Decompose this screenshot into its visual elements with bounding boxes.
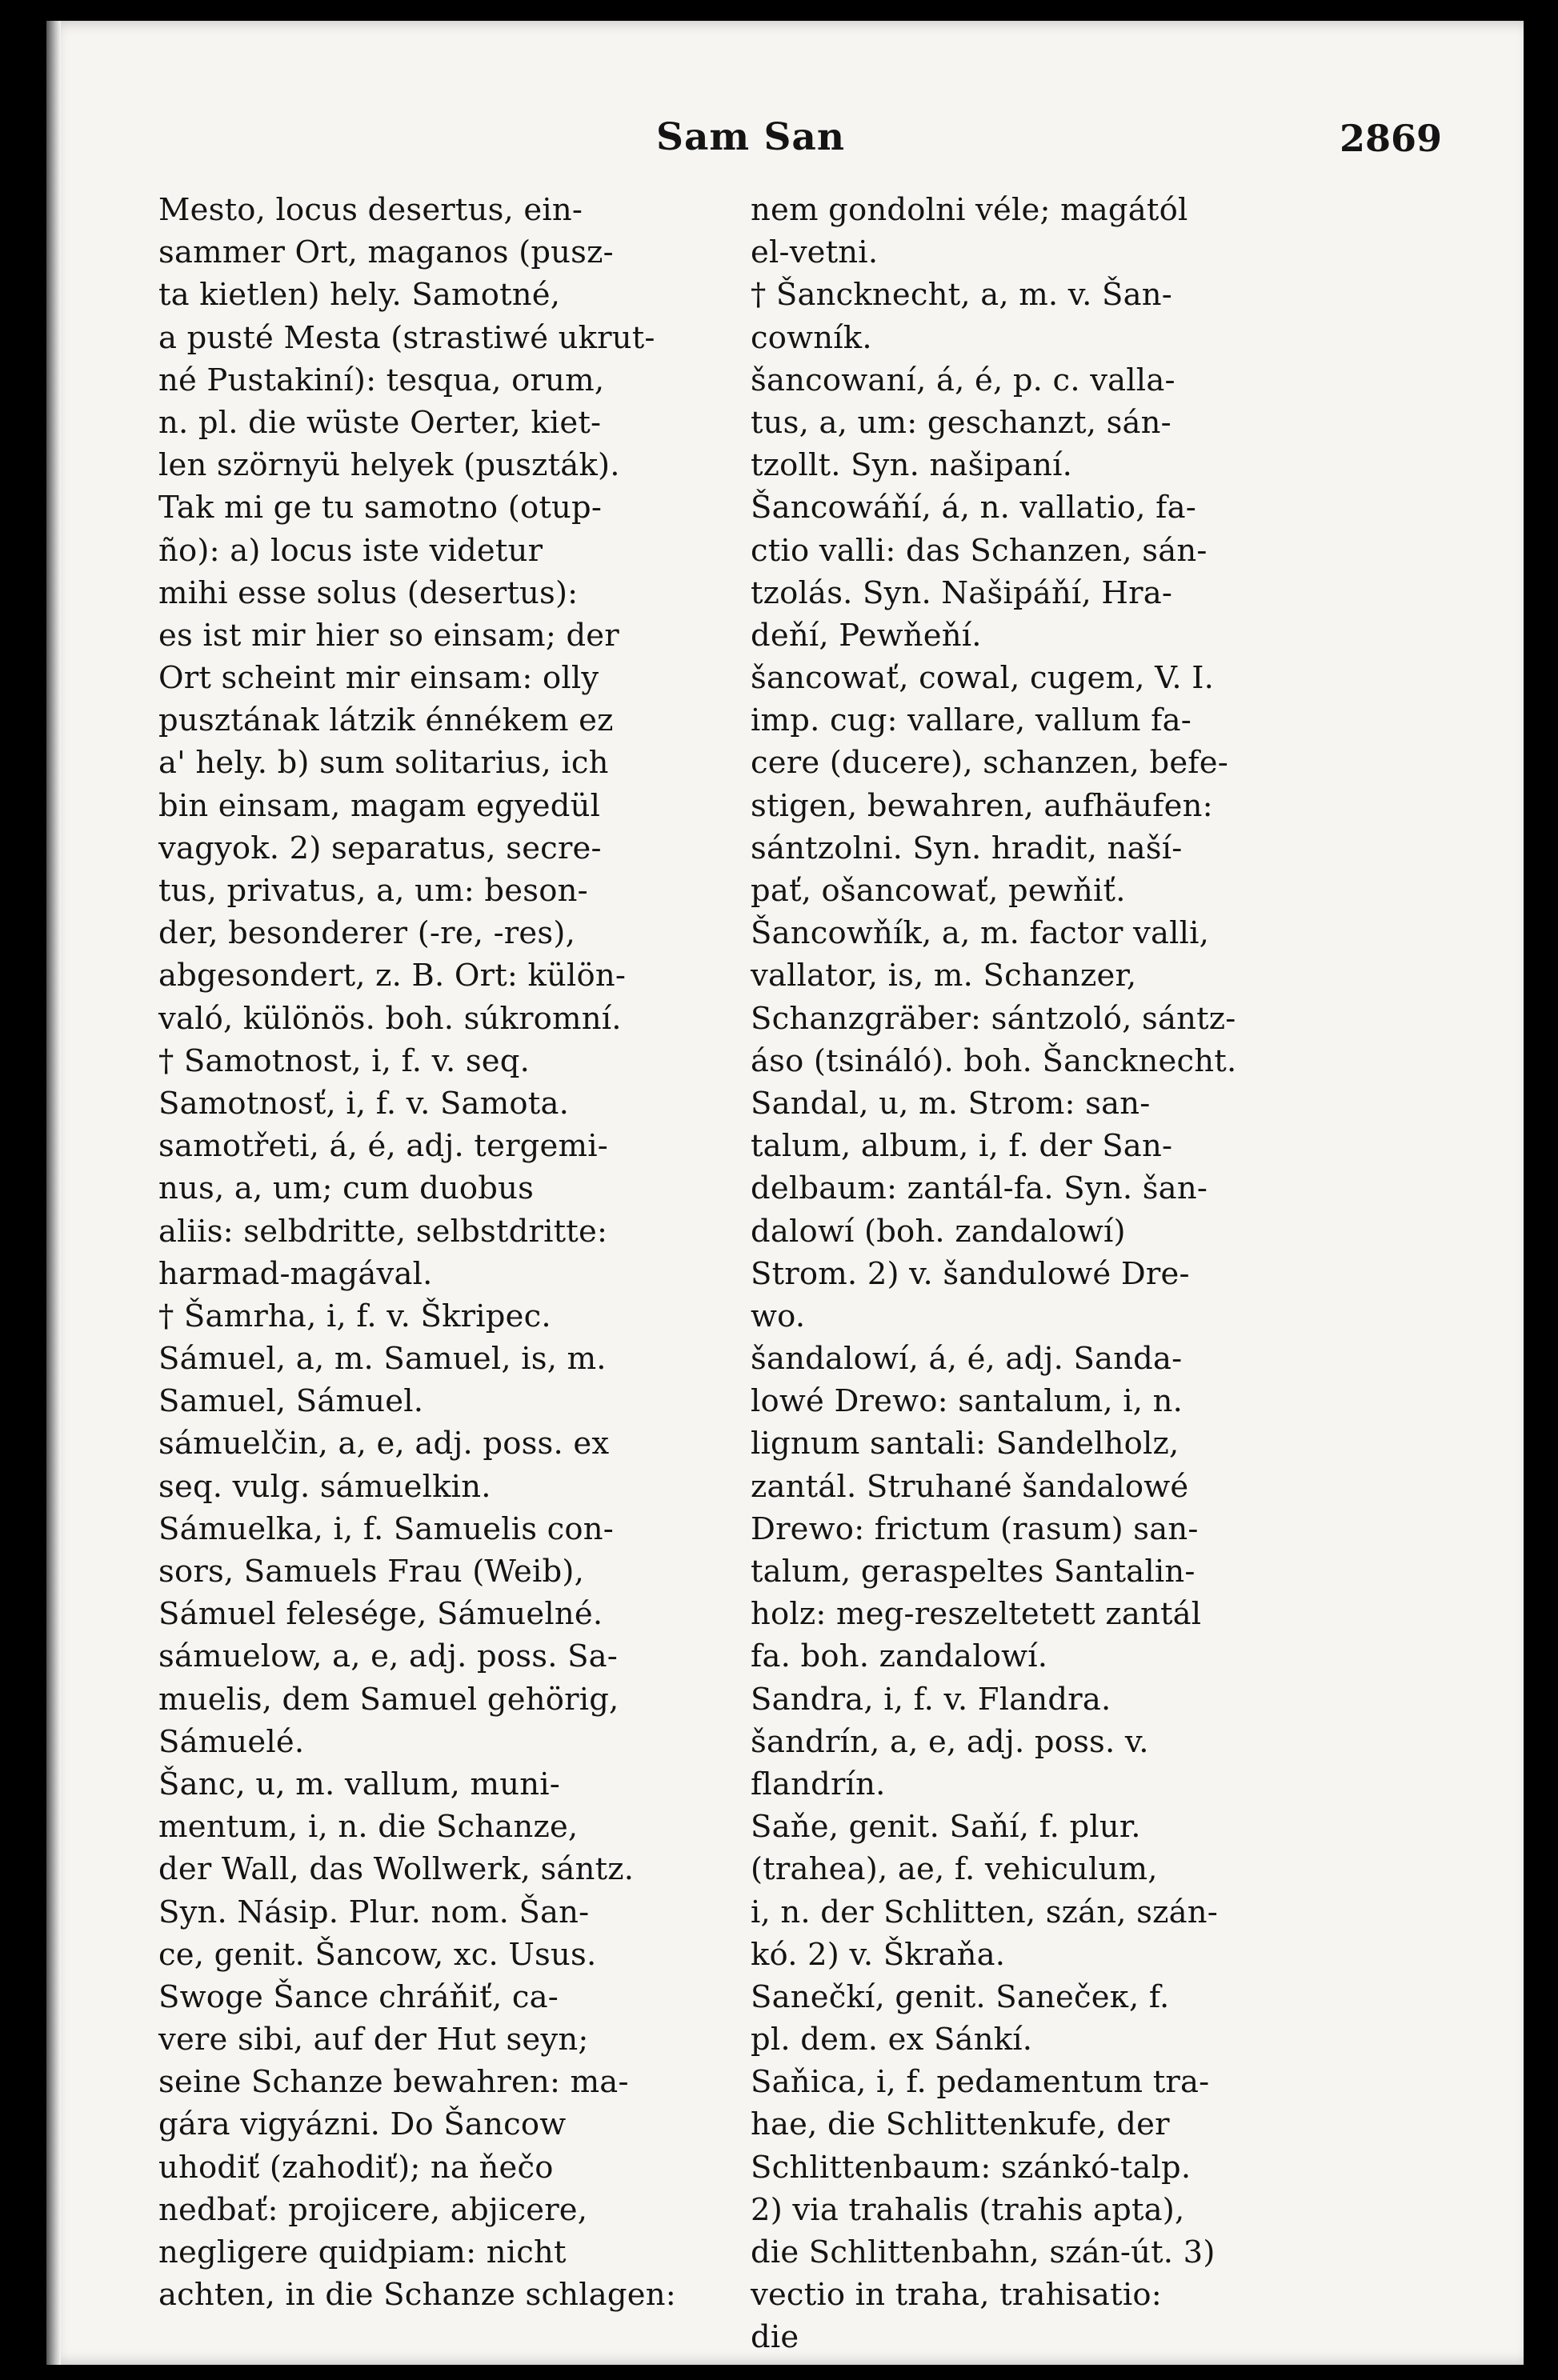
entry-line: tzolás. Syn. Našipáňí, Hra- xyxy=(751,574,1173,611)
entry-line: holz: meg-reszeltetett zantál xyxy=(751,1596,1202,1633)
entry-line: Schlittenbaum: szánkó-talp. xyxy=(751,2149,1192,2186)
page-number: 2869 xyxy=(1339,117,1442,160)
entry-line: aliis: selbdritte, selbstdritte: xyxy=(158,1213,608,1250)
entry-line: Ort scheint mir einsam: olly xyxy=(158,660,599,697)
entry-line: vagyok. 2) separatus, secre- xyxy=(158,830,602,866)
entry-line: tus, a, um: geschanzt, sán- xyxy=(751,404,1172,441)
entry-line: Sámuel felesége, Sámuelné. xyxy=(158,1596,603,1633)
entry-line: Saňe, genit. Saňí, f. plur. xyxy=(751,1809,1141,1846)
entry-line: sámuelow, a, e, adj. poss. Sa- xyxy=(158,1638,619,1675)
entry-line: nedbať: projicere, abjicere, xyxy=(158,2191,588,2228)
entry-line: cere (ducere), schanzen, befe- xyxy=(751,745,1228,782)
page-header xyxy=(46,115,1524,163)
entry-line: n. pl. die wüste Oerter, kiet- xyxy=(158,404,602,441)
entry-line: Šanc, u, m. vallum, muni- xyxy=(158,1766,560,1802)
entry-line: samotřeti, á, é, adj. tergemi- xyxy=(158,1128,608,1165)
entry-line: sántzolni. Syn. hradit, naší- xyxy=(751,830,1183,866)
entry-line: Mesto, locus desertus, ein- xyxy=(158,192,583,228)
entry-line: bin einsam, magam egyedül xyxy=(158,787,601,824)
entry-line: uhodiť (zahodiť); na ňečo xyxy=(158,2149,554,2186)
entry-line: len szörnyü helyek (puszták). xyxy=(158,447,620,484)
entry-line: Šancowňík, a, m. factor valli, xyxy=(751,915,1210,952)
entry-line: flandrín. xyxy=(751,1766,886,1802)
entry-line: der, besonderer (-re, -res), xyxy=(158,915,576,952)
entry-line: šandalowí, á, é, adj. Sanda- xyxy=(751,1341,1183,1378)
entry-line: mentum, i, n. die Schanze, xyxy=(158,1809,579,1846)
entry-line: imp. cug: vallare, vallum fa- xyxy=(751,702,1192,739)
entry-line: való, különös. boh. súkromní. xyxy=(158,1000,622,1037)
entry-line: šancowaní, á, é, p. c. valla- xyxy=(751,362,1176,398)
entry-line: nem gondolni véle; magától xyxy=(751,192,1188,228)
entry-line: ño): a) locus iste videtur xyxy=(158,532,543,569)
entry-line: nus, a, um; cum duobus xyxy=(158,1170,535,1207)
entry-line: seq. vulg. sámuelkin. xyxy=(158,1468,491,1505)
entry-line: tzollt. Syn. našipaní. xyxy=(751,447,1073,484)
entry-line: die Schlittenbahn, szán-út. 3) xyxy=(751,2234,1216,2270)
entry-line: (trahea), ae, f. vehiculum, xyxy=(751,1851,1158,1888)
entry-line: Sámuelka, i, f. Samuelis con- xyxy=(158,1510,615,1547)
entry-line: Sandal, u, m. Strom: san- xyxy=(751,1085,1151,1122)
entry-line: Sanečkí, genit. Sanečeк, f. xyxy=(751,1978,1170,2015)
entry-line: abgesondert, z. B. Ort: külön- xyxy=(158,958,627,994)
entry-line: ctio valli: das Schanzen, sán- xyxy=(751,532,1208,569)
entry-line: delbaum: zantál-fa. Syn. šan- xyxy=(751,1170,1208,1207)
entry-line: kó. 2) v. Škraňa. xyxy=(751,1936,1006,1973)
guide-words: Sam San xyxy=(656,115,846,159)
entry-line: šandrín, a, e, adj. poss. v. xyxy=(751,1723,1149,1760)
entry-line: tus, privatus, a, um: beson- xyxy=(158,873,588,909)
entry-line: cowník. xyxy=(751,319,872,356)
entry-line: Sámuelé. xyxy=(158,1723,305,1760)
dictionary-page xyxy=(46,21,1524,2365)
entry-line: fa. boh. zandalowí. xyxy=(751,1638,1048,1675)
entry-line: es ist mir hier so einsam; der xyxy=(158,617,619,654)
entry-line: † Samotnost, i, f. v. seq. xyxy=(158,1042,531,1079)
entry-line: Sámuel, a, m. Samuel, is, m. xyxy=(158,1341,607,1378)
right-column xyxy=(751,189,1236,2359)
entry-line: lowé Drewo: santalum, i, n. xyxy=(751,1383,1184,1420)
entry-line: pať, ošancowať, pewňiť. xyxy=(751,873,1126,909)
entry-line: deňí, Pewňeňí. xyxy=(751,617,982,654)
entry-line: Swoge Šance chráňiť, ca- xyxy=(158,1978,559,2015)
entry-line: Drewo: frictum (rasum) san- xyxy=(751,1510,1199,1547)
entry-line: † Šamrha, i, f. v. Škripec. xyxy=(158,1298,551,1334)
entry-line: achten, in die Schanze schlagen: xyxy=(158,2277,676,2314)
entry-line: 2) via trahalis (trahis apta), xyxy=(751,2191,1185,2228)
entry-line: ta kietlen) hely. Samotné, xyxy=(158,277,561,314)
entry-line: vectio in traha, trahisatio: xyxy=(751,2277,1162,2314)
entry-line: sors, Samuels Frau (Weib), xyxy=(158,1554,585,1590)
entry-line: talum, geraspeltes Santalin- xyxy=(751,1554,1196,1590)
left-column xyxy=(158,189,676,2316)
entry-line: sammer Ort, maganos (pusz- xyxy=(158,234,614,271)
entry-line: šancowať, cowal, cugem, V. I. xyxy=(751,660,1215,697)
entry-line: harmad-magával. xyxy=(158,1255,433,1292)
entry-line: Samuel, Sámuel. xyxy=(158,1383,424,1420)
entry-line: vere sibi, auf der Hut seyn; xyxy=(158,2022,589,2058)
entry-line: Saňica, i, f. pedamentum tra- xyxy=(751,2064,1210,2101)
entry-line: a' hely. b) sum solitarius, ich xyxy=(158,745,609,782)
entry-line: Sandra, i, f. v. Flandra. xyxy=(751,1681,1111,1718)
entry-line: lignum santali: Sandelholz, xyxy=(751,1426,1180,1462)
entry-line: áso (tsináló). boh. Šancknecht. xyxy=(751,1042,1237,1079)
entry-line: pusztának látzik énnékem ez xyxy=(158,702,614,739)
entry-line: Strom. 2) v. šandulowé Dre- xyxy=(751,1255,1190,1292)
entry-line: zantál. Struhané šandalowé xyxy=(751,1468,1189,1505)
entry-line: el-vetni. xyxy=(751,234,879,271)
entry-line: ce, genit. Šancow, xc. Usus. xyxy=(158,1936,597,1973)
entry-line: die xyxy=(751,2319,799,2356)
entry-line: seine Schanze bewahren: ma- xyxy=(158,2064,629,2101)
entry-line: pl. dem. ex Sánkí. xyxy=(751,2022,1033,2058)
entry-line: hae, die Schlittenkufe, der xyxy=(751,2106,1170,2143)
entry-line: stigen, bewahren, aufhäufen: xyxy=(751,787,1213,824)
entry-line: vallator, is, m. Schanzer, xyxy=(751,958,1137,994)
entry-line: mihi esse solus (desertus): xyxy=(158,574,579,611)
entry-line: talum, album, i, f. der San- xyxy=(751,1128,1173,1165)
entry-line: Syn. Násip. Plur. nom. Šan- xyxy=(158,1894,590,1930)
entry-line: muelis, dem Samuel gehörig, xyxy=(158,1681,619,1718)
entry-line: i, n. der Schlitten, szán, szán- xyxy=(751,1894,1218,1930)
entry-line: gára vigyázni. Do Šancow xyxy=(158,2106,567,2143)
entry-line: der Wall, das Wollwerk, sántz. xyxy=(158,1851,635,1888)
entry-line: wo. xyxy=(751,1298,806,1334)
entry-line: né Pustakiní): tesqua, orum, xyxy=(158,362,605,398)
entry-line: negligere quidpiam: nicht xyxy=(158,2234,567,2270)
entry-line: Tak mi ge tu samotno (otup- xyxy=(158,490,603,526)
entry-line: † Šancknecht, a, m. v. Šan- xyxy=(751,277,1172,314)
page-binding-shadow xyxy=(46,21,61,2365)
entry-line: Samotnosť, i, f. v. Samota. xyxy=(158,1085,570,1122)
entry-line: a pusté Mesta (strastiwé ukrut- xyxy=(158,319,655,356)
entry-line: sámuelčin, a, e, adj. poss. ex xyxy=(158,1426,610,1462)
entry-line: dalowí (boh. zandalowí) xyxy=(751,1213,1126,1250)
entry-line: Schanzgräber: sántzoló, sántz- xyxy=(751,1000,1236,1037)
entry-line: Šancowáňí, á, n. vallatio, fa- xyxy=(751,490,1196,526)
